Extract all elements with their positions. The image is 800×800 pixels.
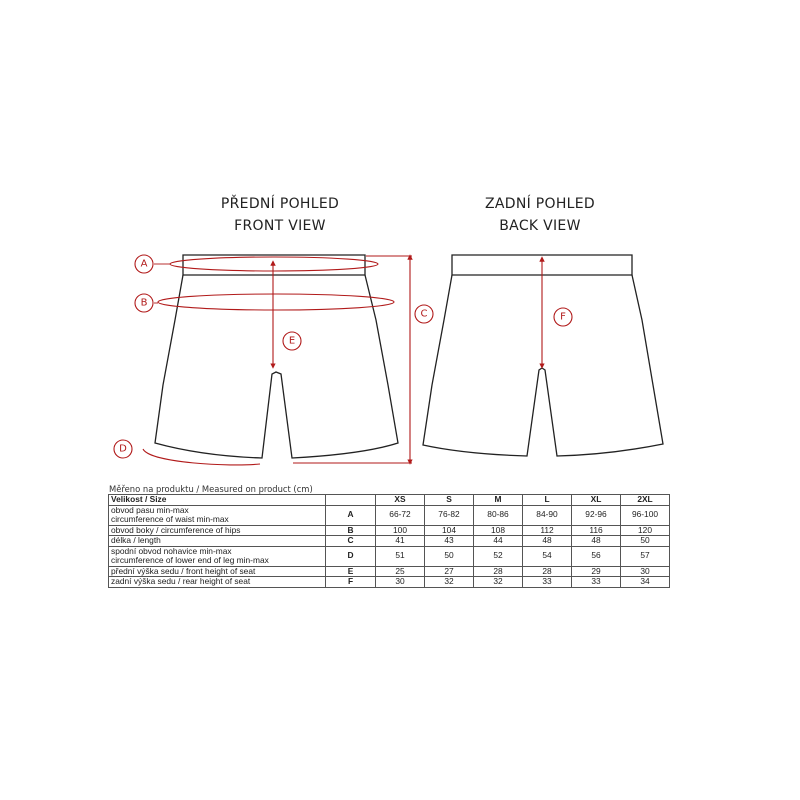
front-body — [155, 275, 398, 458]
table-cell: 33 — [572, 577, 621, 588]
table-cell: 51 — [376, 546, 425, 566]
marker-b-label: B — [140, 297, 148, 309]
table-cell: 29 — [572, 566, 621, 577]
size-header: XS — [376, 495, 425, 506]
row-code: B — [326, 525, 376, 536]
table-cell: 41 — [376, 536, 425, 547]
marker-e-label: E — [288, 335, 296, 347]
table-cell: 104 — [425, 525, 474, 536]
row-description-line: spodní obvod nohavice min-max — [111, 545, 232, 556]
table-cell: 48 — [572, 536, 621, 547]
front-measurements — [140, 256, 412, 465]
row-description: přední výška sedu / front height of seat — [109, 566, 326, 577]
table-cell: 33 — [523, 577, 572, 588]
row-description: délka / length — [109, 536, 326, 547]
row-description-line: circumference of waist min-max — [111, 514, 229, 524]
size-table — [108, 494, 670, 588]
table-row — [109, 505, 670, 525]
table-cell: 32 — [425, 577, 474, 588]
back-body — [420, 275, 663, 456]
table-cell: 28 — [474, 566, 523, 577]
marker-f-label: F — [560, 311, 566, 323]
front-shorts-outline — [155, 255, 398, 458]
front-view-title-en: FRONT VIEW — [234, 218, 326, 234]
marker-c-label: C — [420, 308, 428, 320]
table-cell: 28 — [523, 566, 572, 577]
table-cell: 96-100 — [621, 505, 670, 525]
marker-d-label: D — [119, 443, 127, 455]
marker-a-label: A — [140, 258, 148, 270]
row-code: F — [326, 577, 376, 588]
size-table-header-row — [109, 495, 670, 506]
hips-measure-ellipse — [158, 294, 394, 310]
row-code: E — [326, 566, 376, 577]
row-description: zadní výška sedu / rear height of seat — [109, 577, 326, 588]
table-cell: 66-72 — [376, 505, 425, 525]
size-header: 2XL — [621, 495, 670, 506]
table-cell: 84-90 — [523, 505, 572, 525]
table-cell: 112 — [523, 525, 572, 536]
table-row — [109, 546, 670, 566]
table-cell: 48 — [523, 536, 572, 547]
back-view-title-en: BACK VIEW — [499, 218, 581, 234]
table-row — [109, 536, 670, 547]
row-code: C — [326, 536, 376, 547]
row-description — [109, 546, 326, 566]
table-cell: 120 — [621, 525, 670, 536]
table-cell: 32 — [474, 577, 523, 588]
code-header — [326, 495, 376, 506]
table-cell: 43 — [425, 536, 474, 547]
table-cell: 100 — [376, 525, 425, 536]
back-view-title-cz: ZADNÍ POHLED — [484, 196, 595, 212]
table-cell: 56 — [572, 546, 621, 566]
row-description — [109, 505, 326, 525]
table-cell: 25 — [376, 566, 425, 577]
table-cell: 50 — [621, 536, 670, 547]
table-cell: 30 — [376, 577, 425, 588]
table-row — [109, 525, 670, 536]
table-cell: 34 — [621, 577, 670, 588]
table-cell: 80-86 — [474, 505, 523, 525]
front-view-title-cz: PŘEDNÍ POHLED — [220, 196, 340, 212]
table-cell: 76-82 — [425, 505, 474, 525]
row-code: D — [326, 546, 376, 566]
row-description-line: obvod pasu min-max — [111, 504, 189, 515]
table-cell: 54 — [523, 546, 572, 566]
table-cell: 30 — [621, 566, 670, 577]
table-cell: 27 — [425, 566, 474, 577]
table-cell: 57 — [621, 546, 670, 566]
row-description-line: circumference of lower end of leg min-max — [111, 555, 269, 565]
size-header: S — [425, 495, 474, 506]
table-cell: 52 — [474, 546, 523, 566]
waist-measure-ellipse — [170, 257, 378, 271]
table-cell: 116 — [572, 525, 621, 536]
table-row — [109, 566, 670, 577]
size-label-header: Velikost / Size — [109, 495, 326, 506]
table-cell: 50 — [425, 546, 474, 566]
size-header: M — [474, 495, 523, 506]
table-cell: 108 — [474, 525, 523, 536]
back-shorts-outline — [420, 255, 663, 456]
row-description: obvod boky / circumference of hips — [109, 525, 326, 536]
row-code: A — [326, 505, 376, 525]
size-header: L — [523, 495, 572, 506]
table-cell: 92-96 — [572, 505, 621, 525]
table-cell: 44 — [474, 536, 523, 547]
table-caption: Měřeno na produktu / Measured on product (cm) — [109, 484, 313, 494]
table-row — [109, 577, 670, 588]
size-header: XL — [572, 495, 621, 506]
